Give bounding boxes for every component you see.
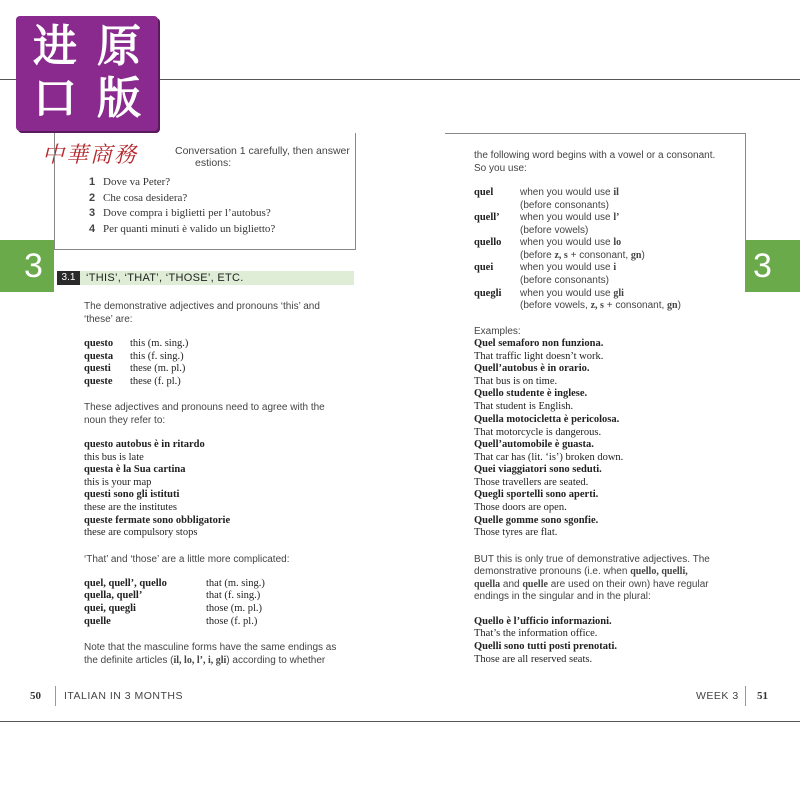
vocab-meaning: those (f. pl.)	[206, 616, 258, 627]
paragraph: ‘these’ are:	[84, 314, 133, 325]
vocab-word: questo	[84, 338, 114, 349]
example-italian: Quel semaforo non funziona.	[474, 338, 604, 349]
example-italian: Quello studente è inglese.	[474, 388, 588, 399]
vocab-meaning: those (m. pl.)	[206, 603, 262, 614]
exercise-intro: estions:	[195, 157, 232, 169]
vocab-word: quelle	[84, 616, 111, 627]
paragraph: quella and quelle are used on their own) have regular	[474, 579, 709, 590]
logo-subtitle: 中華商務	[42, 143, 139, 168]
example-english: Those tyres are flat.	[474, 527, 558, 538]
logo-glyph: 口	[33, 73, 77, 124]
vocab-word: quell’	[474, 212, 500, 223]
logo-glyph: 原	[97, 21, 141, 72]
usage-rule: when you would use gli	[520, 288, 624, 299]
example-english: Those travellers are seated.	[474, 477, 589, 488]
section-title: ‘THIS’, ‘THAT’, ‘THOSE’, ETC.	[86, 272, 244, 284]
example-english: this is your map	[84, 477, 152, 488]
paragraph: The demonstrative adjectives and pronouns ‘this’ and	[84, 301, 320, 312]
paragraph: the definite articles (il, lo, l’, i, gli) according to whether	[84, 655, 326, 666]
vocab-word: quel, quell’, quello	[84, 578, 167, 589]
vocab-word: quei, quegli	[84, 603, 136, 614]
vocab-meaning: that (m. sing.)	[206, 578, 265, 589]
usage-note: (before vowels)	[520, 225, 589, 236]
example-italian: Quell’automobile è guasta.	[474, 439, 594, 450]
example-italian: questo autobus è in ritardo	[84, 439, 205, 450]
vocab-meaning: this (f. sing.)	[130, 351, 184, 362]
example-english: That motorcycle is dangerous.	[474, 427, 602, 438]
usage-note: (before z, s + consonant, gn)	[520, 250, 645, 261]
chapter-tab-left: 3	[0, 240, 54, 292]
footer-divider	[745, 686, 746, 706]
vocab-word: quei	[474, 262, 494, 273]
example-english: this bus is late	[84, 452, 144, 463]
example-english: That student is English.	[474, 401, 574, 412]
paragraph: ‘That’ and ‘those’ are a little more complicated:	[84, 554, 290, 565]
running-title-left: ITALIAN IN 3 MONTHS	[64, 690, 183, 702]
box-border	[745, 133, 746, 240]
example-english: That’s the information office.	[474, 628, 598, 639]
paragraph: endings in the singular and in the plural:	[474, 591, 651, 602]
box-border	[445, 133, 745, 134]
usage-note: (before vowels, z, s + consonant, gn)	[520, 300, 681, 311]
example-italian: Quell’autobus è in orario.	[474, 363, 590, 374]
paragraph: Note that the masculine forms have the same endings as	[84, 642, 337, 653]
usage-note: (before consonants)	[520, 275, 609, 286]
page-number-right: 51	[757, 690, 768, 702]
question-item: 2 Che cosa desidera?	[89, 192, 188, 204]
example-english: these are the institutes	[84, 502, 178, 513]
vocab-word: queste	[84, 376, 113, 387]
example-english: Those doors are open.	[474, 502, 567, 513]
question-item: 1 Dove va Peter?	[89, 176, 171, 188]
example-italian: Quelli sono tutti posti prenotati.	[474, 641, 618, 652]
vocab-meaning: this (m. sing.)	[130, 338, 189, 349]
paragraph: demonstrative pronouns (i.e. when quello, quelli,	[474, 566, 688, 577]
paragraph: Examples:	[474, 326, 521, 337]
example-italian: Quelle gomme sono sgonfie.	[474, 515, 599, 526]
example-english: Those are all reserved seats.	[474, 654, 593, 665]
exercise-intro: Conversation 1 carefully, then answer	[175, 145, 350, 157]
example-italian: questa è la Sua cartina	[84, 464, 186, 475]
chapter-tab-right: 3	[745, 240, 800, 292]
example-english: That traffic light doesn’t work.	[474, 351, 604, 362]
vocab-word: questi	[84, 363, 111, 374]
usage-rule: when you would use il	[520, 187, 619, 198]
example-english: That bus is on time.	[474, 376, 558, 387]
usage-rule: when you would use lo	[520, 237, 622, 248]
example-italian: Quella motocicletta è pericolosa.	[474, 414, 620, 425]
vocab-meaning: these (f. pl.)	[130, 376, 181, 387]
vocab-meaning: these (m. pl.)	[130, 363, 186, 374]
vocab-word: questa	[84, 351, 114, 362]
vocab-meaning: that (f. sing.)	[206, 590, 261, 601]
question-item: 3 Dove compra i biglietti per l’autobus?	[89, 207, 271, 219]
example-italian: queste fermate sono obbligatorie	[84, 515, 231, 526]
logo-glyph: 版	[97, 73, 141, 124]
example-english: That car has (lit. ‘is’) broken down.	[474, 452, 624, 463]
vocab-word: quello	[474, 237, 502, 248]
example-italian: Quei viaggiatori sono seduti.	[474, 464, 602, 475]
vocab-word: quella, quell’	[84, 590, 143, 601]
question-item: 4 Per quanti minuti è valido un biglietto?	[89, 223, 276, 235]
section-number: 3.1	[57, 271, 80, 285]
usage-rule: when you would use l’	[520, 212, 620, 223]
example-english: these are compulsory stops	[84, 527, 198, 538]
paragraph: noun they refer to:	[84, 415, 166, 426]
example-italian: Quello è l’ufficio informazioni.	[474, 616, 612, 627]
usage-rule: when you would use i	[520, 262, 617, 273]
publisher-logo	[16, 16, 158, 131]
paragraph: These adjectives and pronouns need to agree with the	[84, 402, 325, 413]
example-italian: questi sono gli istituti	[84, 489, 180, 500]
vocab-word: quel	[474, 187, 494, 198]
exercise-box	[54, 133, 356, 250]
example-italian: Quegli sportelli sono aperti.	[474, 489, 599, 500]
footer-divider	[55, 686, 56, 706]
page-number-left: 50	[30, 690, 41, 702]
usage-note: (before consonants)	[520, 200, 609, 211]
paragraph: BUT this is only true of demonstrative adjectives. The	[474, 554, 710, 565]
vocab-word: quegli	[474, 288, 502, 299]
paragraph: the following word begins with a vowel or a consonant.	[474, 150, 716, 161]
logo-glyph: 进	[33, 21, 77, 72]
running-title-right: WEEK 3	[696, 690, 739, 702]
paragraph: So you use:	[474, 163, 527, 174]
